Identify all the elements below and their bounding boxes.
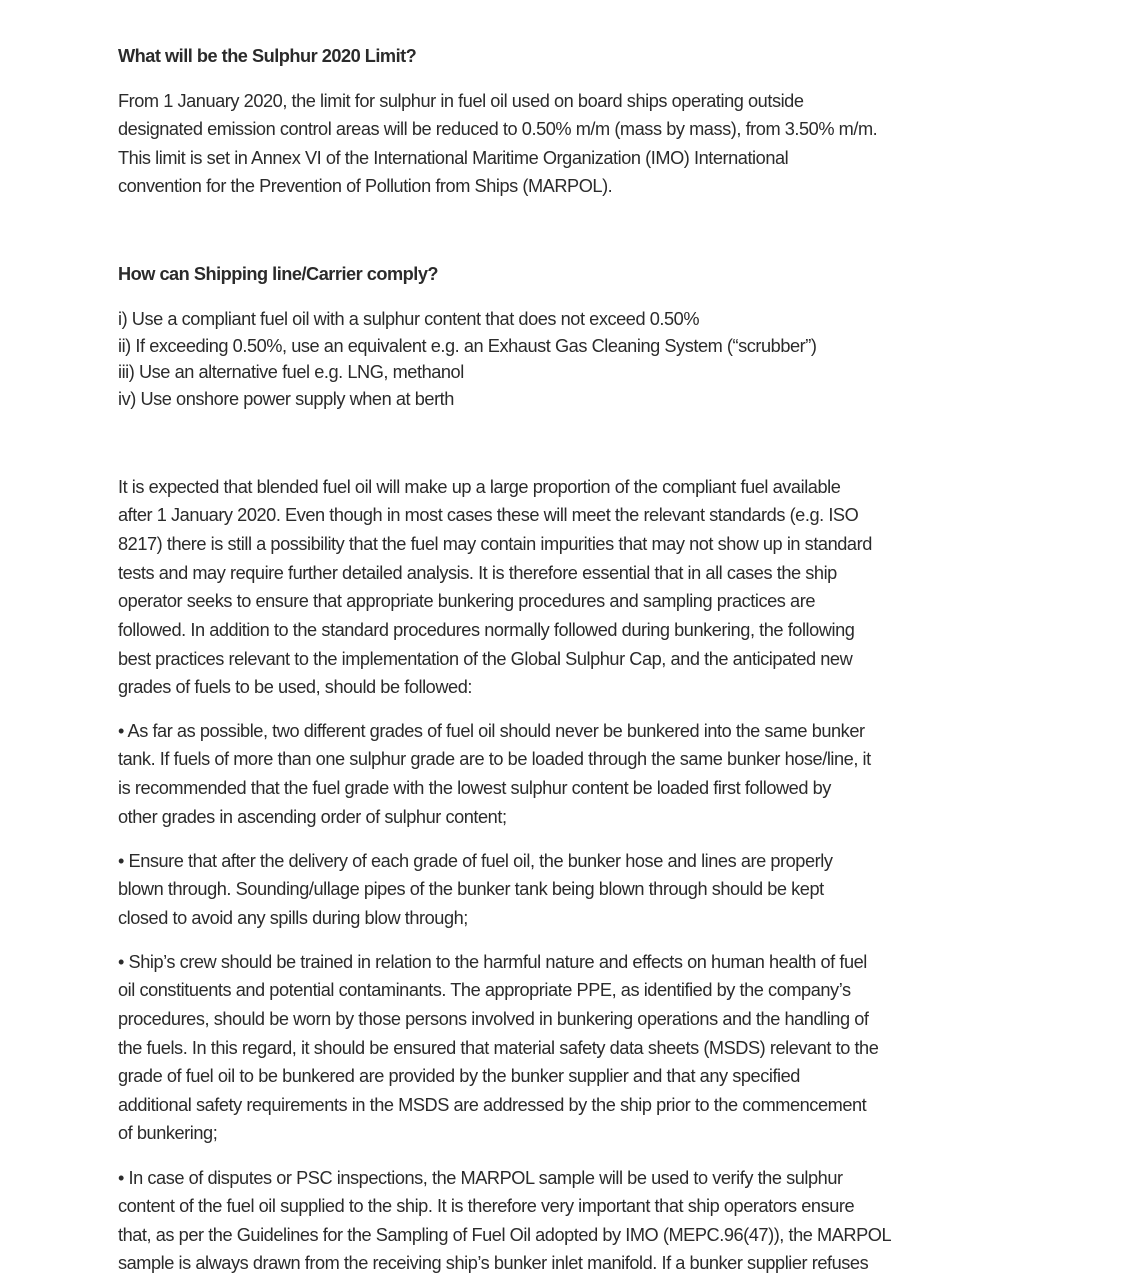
paragraph-line: tests and may require further detailed analysis. It is therefore essential that in all cases the ship (118, 563, 837, 583)
paragraph-line: followed. In addition to the standard procedures normally followed during bunkering, the following (118, 620, 855, 640)
bullet-line: of bunkering; (118, 1123, 218, 1143)
bullet-line: that, as per the Guidelines for the Sampling of Fuel Oil adopted by IMO (MEPC.96(47)), the MARPOL (118, 1225, 892, 1245)
bullet-line: • Ensure that after the delivery of each grade of fuel oil, the bunker hose and lines are properly (118, 851, 833, 871)
paragraph-line: operator seeks to ensure that appropriate bunkering procedures and sampling practices are (118, 591, 815, 611)
option-item: iii) Use an alternative fuel e.g. LNG, methanol (118, 362, 464, 382)
paragraph-line: From 1 January 2020, the limit for sulphur in fuel oil used on board ships operating outside (118, 91, 804, 111)
paragraph-line: after 1 January 2020. Even though in most cases these will meet the relevant standards (e.g. ISO (118, 505, 859, 525)
paragraph-line: 8217) there is still a possibility that the fuel may contain impurities that may not show up in standard (118, 534, 872, 554)
section-heading-comply: How can Shipping line/Carrier comply? (118, 264, 439, 284)
bullet-line: oil constituents and potential contaminants. The appropriate PPE, as identified by the company’s (118, 980, 851, 1000)
bullet-line: closed to avoid any spills during blow through; (118, 908, 468, 928)
paragraph-line: best practices relevant to the implementation of the Global Sulphur Cap, and the anticipated new (118, 649, 853, 669)
paragraph-line: grades of fuels to be used, should be followed: (118, 677, 472, 697)
paragraph-line: convention for the Prevention of Pollution from Ships (MARPOL). (118, 176, 613, 196)
paragraph-line: designated emission control areas will be reduced to 0.50% m/m (mass by mass), from 3.50% m/m. (118, 119, 878, 139)
option-item: ii) If exceeding 0.50%, use an equivalent e.g. an Exhaust Gas Cleaning System (“scrubber”) (118, 336, 817, 356)
option-item: iv) Use onshore power supply when at berth (118, 389, 454, 409)
section-heading-sulphur-limit: What will be the Sulphur 2020 Limit? (118, 46, 417, 66)
paragraph-line: This limit is set in Annex VI of the International Maritime Organization (IMO) International (118, 148, 789, 168)
bullet-line: procedures, should be worn by those persons involved in bunkering operations and the handling of (118, 1009, 869, 1029)
bullet-line: • As far as possible, two different grades of fuel oil should never be bunkered into the same bunker (118, 721, 865, 741)
bullet-line: content of the fuel oil supplied to the ship. It is therefore very important that ship operators ensure (118, 1196, 855, 1216)
bullet-line: • In case of disputes or PSC inspections, the MARPOL sample will be used to verify the sulphur (118, 1168, 843, 1188)
bullet-line: is recommended that the fuel grade with the lowest sulphur content be loaded first followed by (118, 778, 831, 798)
bullet-line: • Ship’s crew should be trained in relation to the harmful nature and effects on human health of fuel (118, 952, 867, 972)
bullet-line: additional safety requirements in the MSDS are addressed by the ship prior to the commencement (118, 1095, 867, 1115)
bullet-line: tank. If fuels of more than one sulphur grade are to be loaded through the same bunker hose/line, it (118, 749, 871, 769)
bullet-line: grade of fuel oil to be bunkered are provided by the bunker supplier and that any specified (118, 1066, 800, 1086)
bullet-line: the fuels. In this regard, it should be ensured that material safety data sheets (MSDS) relevant to the (118, 1038, 879, 1058)
bullet-line: other grades in ascending order of sulphur content; (118, 807, 507, 827)
paragraph-line: It is expected that blended fuel oil will make up a large proportion of the compliant fuel available (118, 477, 841, 497)
bullet-line: sample is always drawn from the receiving ship’s bunker inlet manifold. If a bunker supplier refuses (118, 1253, 869, 1273)
bullet-line: blown through. Sounding/ullage pipes of the bunker tank being blown through should be kept (118, 879, 824, 899)
option-item: i) Use a compliant fuel oil with a sulphur content that does not exceed 0.50% (118, 309, 700, 329)
